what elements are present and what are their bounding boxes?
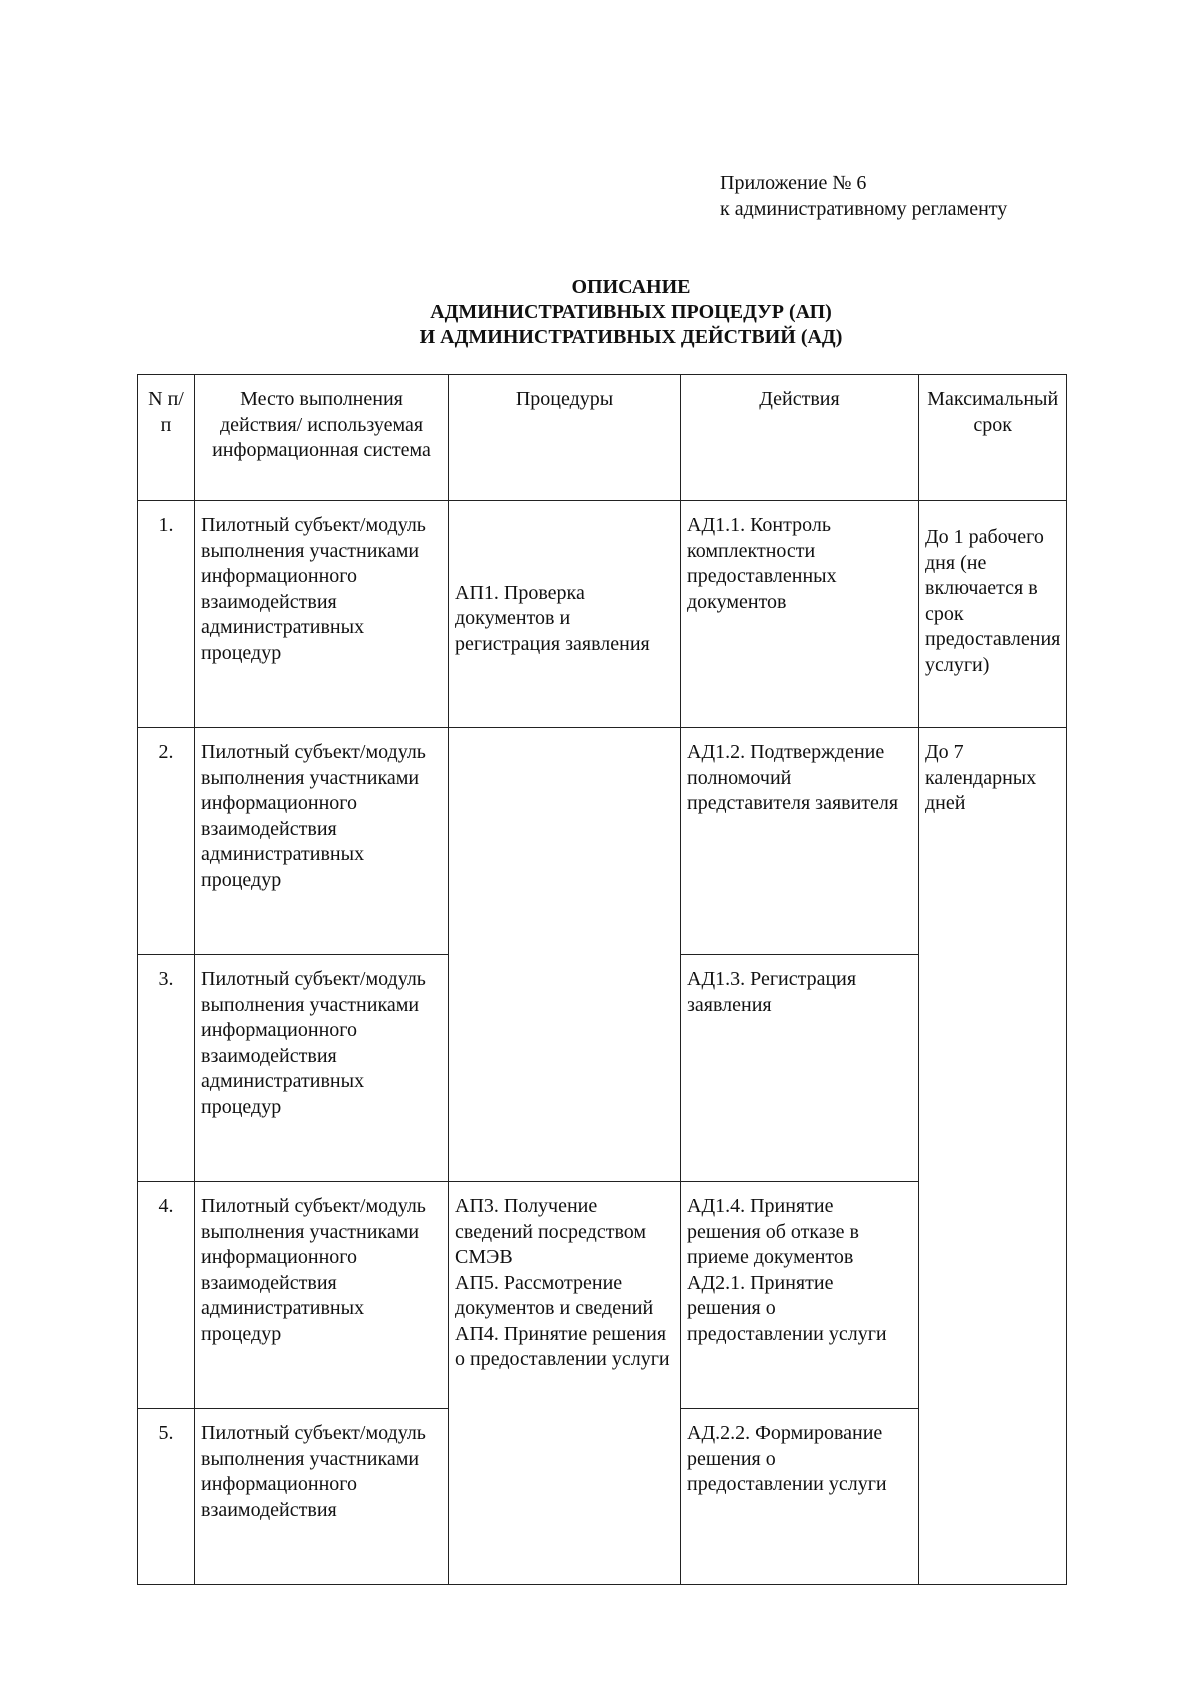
row-action: АД1.3. Регистрация заявления	[681, 955, 919, 1182]
row-action: АД.2.2. Формирование решения о предоставлении услуги	[681, 1409, 919, 1585]
row-procedure-empty	[449, 728, 681, 1182]
row-number: 1.	[138, 501, 195, 728]
row-deadline: До 1 рабочего дня (не включается в срок предоставления услуги)	[919, 501, 1067, 728]
row-place: Пилотный субъект/модуль выполнения участниками информационного взаимодействия административных процедур	[195, 955, 449, 1182]
title-line-1: ОПИСАНИЕ	[571, 276, 691, 298]
header-deadline: Максимальный срок	[919, 375, 1067, 501]
table-header-row	[138, 375, 1067, 501]
row-action	[681, 1182, 919, 1409]
row-number: 2.	[138, 728, 195, 955]
table-row	[138, 501, 1067, 728]
document-title	[0, 275, 1200, 350]
row-place: Пилотный субъект/модуль выполнения участниками информационного взаимодействия административных процедур	[195, 1182, 449, 1409]
procedure-ap3: АП3. Получение сведений посредством СМЭВ	[455, 1195, 647, 1268]
procedure-ap4: АП4. Принятие решения о предоставлении услуги	[455, 1322, 670, 1370]
row-procedure	[449, 1182, 681, 1585]
header-procedures: Процедуры	[449, 375, 681, 501]
procedure-ap5: АП5. Рассмотрение документов и сведений	[455, 1271, 654, 1319]
row-number: 4.	[138, 1182, 195, 1409]
header-place: Место выполнения действия/ используемая информационная система	[195, 375, 449, 501]
title-line-2: АДМИНИСТРАТИВНЫХ ПРОЦЕДУР (АП)	[430, 301, 832, 323]
header-actions: Действия	[681, 375, 919, 501]
title-line-3: И АДМИНИСТРАТИВНЫХ ДЕЙСТВИЙ (АД)	[419, 326, 843, 348]
appendix-reference	[720, 170, 1007, 222]
procedures-table	[137, 374, 1067, 1585]
header-number: N п/п	[138, 375, 195, 501]
row-procedure: АП1. Проверка документов и регистрация заявления	[449, 501, 681, 728]
row-deadline: До 7 календарных дней	[919, 728, 1067, 1585]
row-place: Пилотный субъект/модуль выполнения участниками информационного взаимодействия административных процедур	[195, 501, 449, 728]
appendix-regulation: к административному регламенту	[720, 198, 1008, 220]
action-ad2-1: АД2.1. Принятие решения о предоставлении услуги	[687, 1271, 887, 1345]
row-place: Пилотный субъект/модуль выполнения участниками информационного взаимодействия	[195, 1409, 449, 1585]
row-action: АД1.1. Контроль комплектности предоставленных документов	[681, 501, 919, 728]
appendix-number: Приложение № 6	[720, 172, 867, 194]
row-action: АД1.2. Подтверждение полномочий представителя заявителя	[681, 728, 919, 955]
table-row	[138, 728, 1067, 955]
row-number: 3.	[138, 955, 195, 1182]
action-ad1-4: АД1.4. Принятие решения об отказе в приеме документов	[687, 1195, 859, 1268]
row-number: 5.	[138, 1409, 195, 1585]
row-place: Пилотный субъект/модуль выполнения участниками информационного взаимодействия административных процедур	[195, 728, 449, 955]
